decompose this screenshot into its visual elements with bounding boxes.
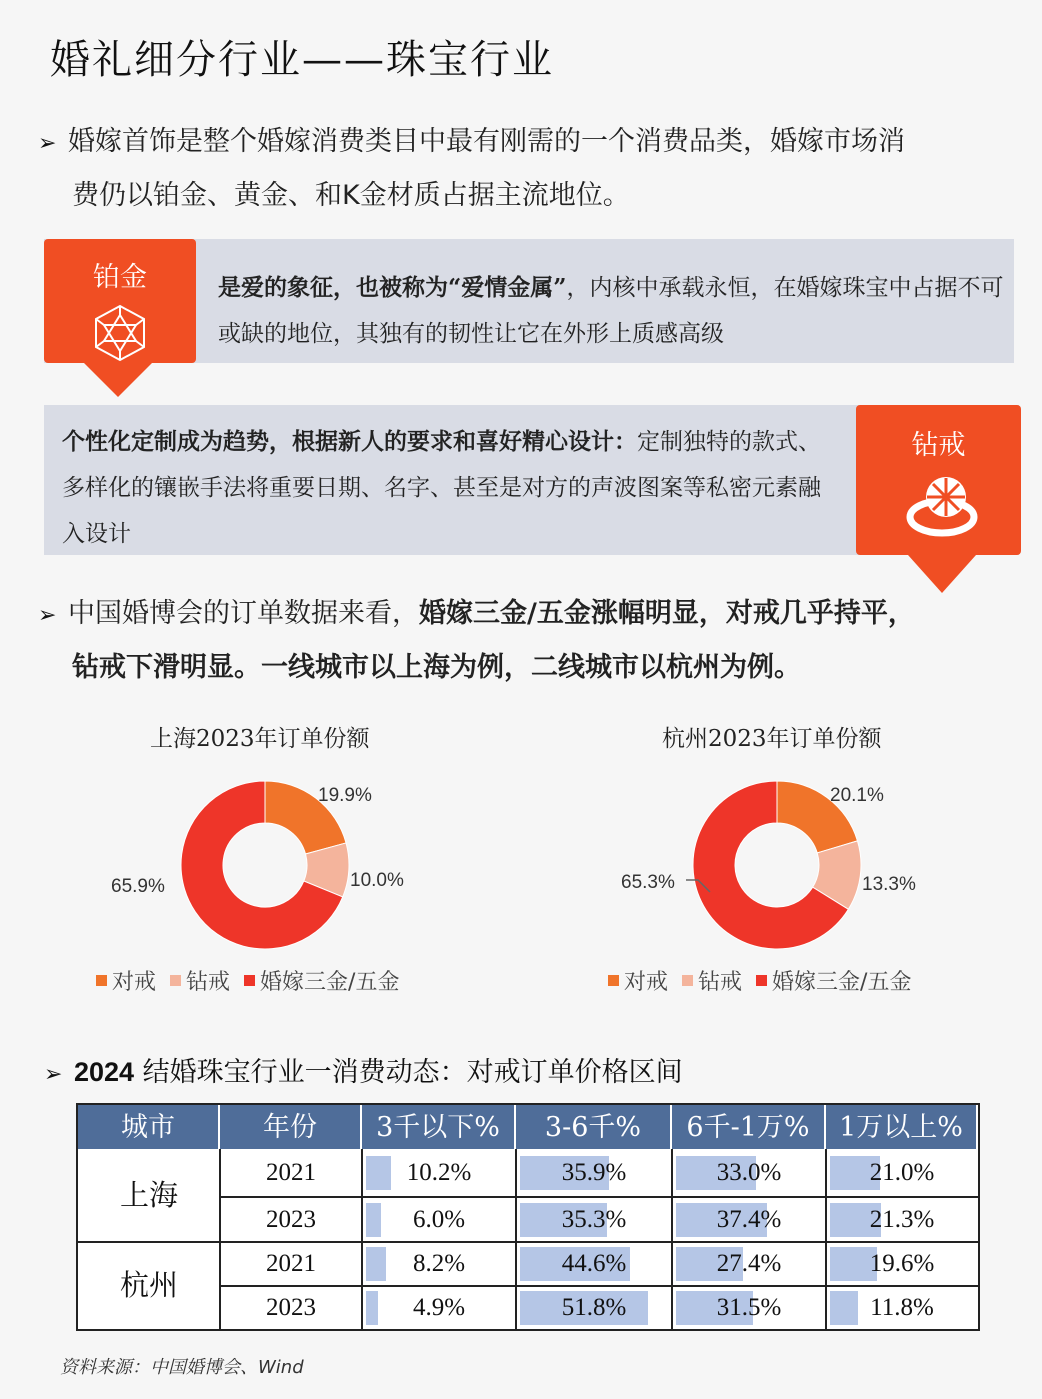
legend-item [170, 965, 230, 996]
shanghai-chart-title: 上海2023年订单份额 [150, 726, 370, 752]
legend-label: 对戒 [112, 970, 157, 995]
bullet-intro [38, 116, 1008, 222]
table-city-cell: 杭州 [119, 1268, 178, 1302]
legend-swatch [170, 975, 181, 986]
shanghai-label-2: 65.9% [111, 876, 165, 897]
table-value-cell: 51.8% [561, 1294, 627, 1321]
table-value-cell: 35.3% [561, 1206, 627, 1233]
table-year-cell: 2023 [266, 1294, 316, 1321]
table-heading [44, 1050, 683, 1089]
table-value-cell: 21.0% [869, 1159, 935, 1186]
hangzhou-label-2: 65.3% [621, 872, 675, 893]
ring-icon [904, 473, 984, 539]
platinum-tag-label: 铂金 [93, 262, 147, 293]
arrow-icon: ➢ [38, 603, 57, 628]
table-year-cell: 2021 [266, 1250, 316, 1277]
legend-item [96, 965, 156, 996]
bullet-orders [38, 588, 1013, 694]
ring-card-bold: 个性化定制成为趋势，根据新人的要求和喜好精心设计： [62, 428, 637, 455]
legend-swatch [682, 975, 693, 986]
table-value-cell: 27.4% [716, 1250, 782, 1277]
legend-swatch [756, 975, 767, 986]
table-value-cell: 6.0% [412, 1206, 466, 1233]
legend-label: 婚嫁三金/五金 [260, 970, 400, 995]
table-value-cell: 31.5% [716, 1294, 782, 1321]
legend-swatch [244, 975, 255, 986]
table-value-cell: 33.0% [716, 1159, 782, 1186]
table-city-cell: 上海 [119, 1178, 178, 1212]
table-header-cell: 年份 [220, 1105, 362, 1149]
legend-label: 婚嫁三金/五金 [772, 970, 912, 995]
hangzhou-legend [608, 965, 911, 996]
table-value-cell: 11.8% [870, 1294, 934, 1321]
price-range-table [76, 1103, 980, 1331]
table-value-cell: 37.4% [716, 1206, 782, 1233]
table-value-cell: 44.6% [561, 1250, 627, 1277]
hangzhou-label-1: 13.3% [862, 874, 916, 895]
table-year-cell: 2023 [266, 1206, 316, 1233]
table-value-cell: 8.2% [412, 1250, 466, 1277]
table-header-cell: 3-6千% [516, 1105, 672, 1149]
table-value-cell: 35.9% [561, 1159, 627, 1186]
table-value-cell: 21.3% [869, 1206, 935, 1233]
platinum-card-text [218, 265, 1008, 357]
legend-label: 对戒 [624, 970, 669, 995]
arrow-icon: ➢ [44, 1062, 63, 1087]
platinum-card-rest: ，内核中承载永恒，在婚嫁珠宝中占据不可或缺的地位，其独有的韧性让它在外形上质感高级 [218, 275, 1004, 347]
arrow-icon: ➢ [38, 131, 57, 156]
platinum-tag-pointer [84, 363, 152, 397]
legend-label: 钻戒 [698, 970, 743, 995]
legend-item [756, 965, 911, 996]
platinum-card-bold: 是爱的象征，也被称为“爱情金属” [218, 274, 567, 301]
page-title: 婚礼细分行业——珠宝行业 [50, 37, 554, 83]
shanghai-legend [96, 965, 399, 996]
table-year-cell: 2021 [266, 1159, 316, 1186]
table-header-row [78, 1105, 978, 1149]
table-header-cell: 3千以下% [362, 1105, 516, 1149]
bullet-orders-plain: 中国婚博会的订单数据来看， [68, 598, 419, 629]
hangzhou-leader-line [684, 876, 720, 896]
legend-item [244, 965, 399, 996]
legend-swatch [96, 975, 107, 986]
table-header-cell: 1万以上% [826, 1105, 978, 1149]
ring-card-text [62, 419, 832, 557]
shanghai-label-0: 19.9% [318, 785, 372, 806]
ring-card-rest: 定制独特的款式、多样化的镶嵌手法将重要日期、名字、甚至是对方的声波图案等私密元素融入设计 [62, 429, 821, 547]
bullet-intro-line2: 费仍以铂金、黄金、和K金材质占据主流地位。 [72, 180, 630, 211]
hangzhou-chart-title: 杭州2023年订单份额 [662, 726, 882, 752]
legend-item [682, 965, 742, 996]
legend-label: 钻戒 [186, 970, 231, 995]
diamond-polyhedron-icon [90, 303, 150, 363]
table-value-cell: 19.6% [869, 1250, 935, 1277]
source-note: 资料来源：中国婚博会、Wind [60, 1357, 304, 1378]
table-heading-text: 结婚珠宝行业一消费动态：对戒订单价格区间 [142, 1057, 683, 1088]
bullet-orders-line2: 钻戒下滑明显。一线城市以上海为例，二线城市以杭州为例。 [72, 652, 801, 683]
table-value-cell: 4.9% [412, 1294, 466, 1321]
shanghai-label-1: 10.0% [350, 870, 404, 891]
table-value-cell: 10.2% [406, 1159, 472, 1186]
bullet-intro-line1: 婚嫁首饰是整个婚嫁消费类目中最有刚需的一个消费品类，婚嫁市场消 [68, 126, 905, 157]
ring-tag [856, 405, 1021, 555]
table-header-cell: 6千-1万% [672, 1105, 826, 1149]
bullet-orders-bold: 婚嫁三金/五金涨幅明显，对戒几乎持平， [419, 598, 915, 629]
ring-tag-label: 钻戒 [911, 430, 966, 461]
table-heading-year: 2024 [74, 1057, 135, 1087]
table-header-cell: 城市 [78, 1105, 220, 1149]
hangzhou-label-0: 20.1% [830, 785, 884, 806]
legend-item [608, 965, 668, 996]
legend-swatch [608, 975, 619, 986]
platinum-tag [44, 239, 196, 363]
